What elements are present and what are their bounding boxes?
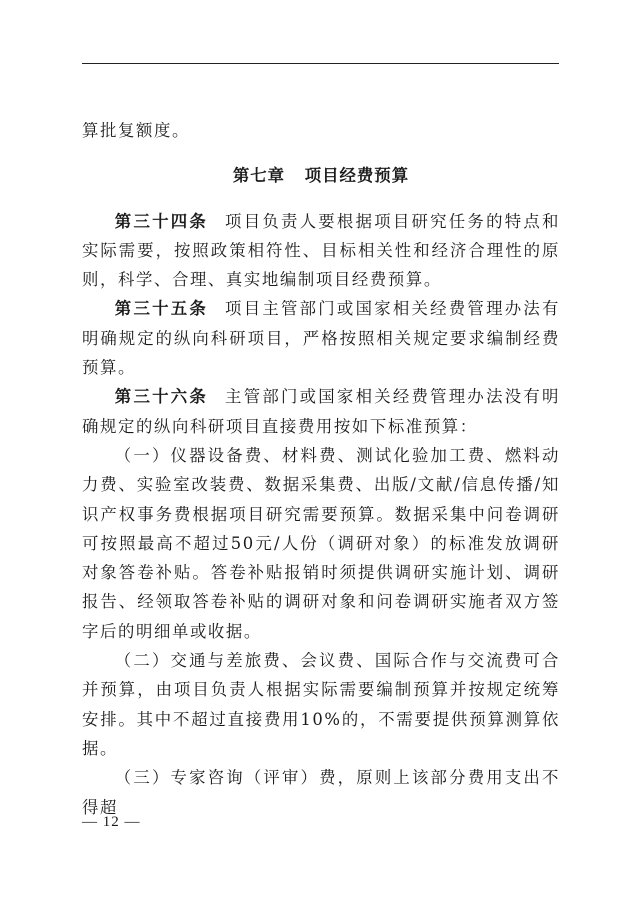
item-2: （二）交通与差旅费、会议费、国际合作与交流费可合并预算，由项目负责人根据实际需要编制预算并按规定统筹安排。其中不超过直接费用10%的，不需要提供预算测算依据。	[82, 651, 560, 758]
article-number: 第三十五条	[114, 299, 209, 319]
document-body	[82, 116, 560, 822]
item-1: （一）仪器设备费、材料费、测试化验加工费、燃料动力费、实验室改装费、数据采集费、出版/文献/信息传播/知识产权事务费根据项目研究需要预算。数据采集中问卷调研可按照最高不超过50元/人份（调研对象）的标准发放调研对象答卷补贴。答卷补贴报销时须提供调研实施计划、调研报告、经领取答卷补贴的调研对象和问卷调研实施者双方签字后的明细单或收据。	[82, 445, 560, 641]
article-34	[82, 207, 560, 295]
article-36	[82, 382, 560, 441]
article-text: 主管部门或国家相关经费管理办法没有明确规定的纵向科研项目直接费用按如下标准预算：	[82, 387, 560, 436]
page-number: — 12 —	[82, 814, 141, 830]
article-text: 项目主管部门或国家相关经费管理办法有明确规定的纵向科研项目，严格按照相关规定要求编制经费预算。	[82, 299, 560, 378]
article-35	[82, 294, 560, 382]
chapter-heading	[82, 161, 560, 190]
continuation-text: 算批复额度。	[82, 121, 190, 140]
article-number: 第三十六条	[114, 387, 209, 407]
item-3: （三）专家咨询（评审）费，原则上该部分费用支出不得超	[82, 768, 560, 817]
article-number: 第三十四条	[114, 211, 209, 231]
article-text: 项目负责人要根据项目研究任务的特点和实际需要，按照政策相符性、目标相关性和经济合理性的原则，科学、合理、真实地编制项目经费预算。	[82, 211, 560, 290]
chapter-title: 项目经费预算	[304, 166, 410, 186]
chapter-number: 第七章	[232, 166, 286, 186]
header-rule	[82, 63, 559, 64]
